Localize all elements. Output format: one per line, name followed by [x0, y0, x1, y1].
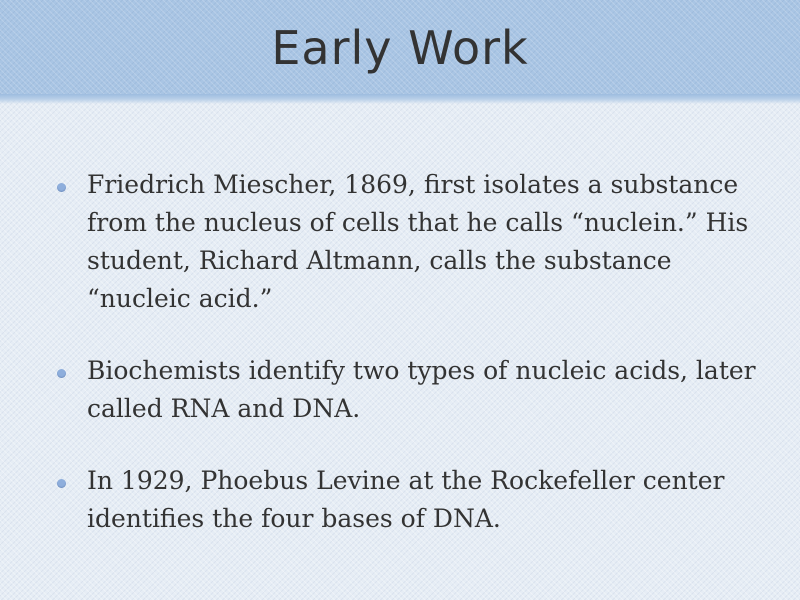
bullet-item — [50, 352, 770, 428]
bullet-text: In 1929, Phoebus Levine at the Rockefeller center identifies the four bases of DNA. — [87, 466, 725, 533]
slide-title: Early Work — [271, 21, 529, 75]
bullet-item — [50, 462, 770, 538]
bullet-dot-icon — [57, 183, 66, 192]
bullet-text: Friedrich Miescher, 1869, first isolates a substance from the nucleus of cells that he calls “nuclein.” His student, Richard Altmann, calls the substance “nucleic acid.” — [87, 170, 749, 313]
bullet-dot-icon — [57, 479, 66, 488]
bullet-item — [50, 166, 770, 318]
bullet-list — [50, 166, 770, 572]
title-band-edge — [0, 94, 800, 104]
bullet-text: Biochemists identify two types of nucleic acids, later called RNA and DNA. — [87, 356, 756, 423]
bullet-dot-icon — [57, 369, 66, 378]
